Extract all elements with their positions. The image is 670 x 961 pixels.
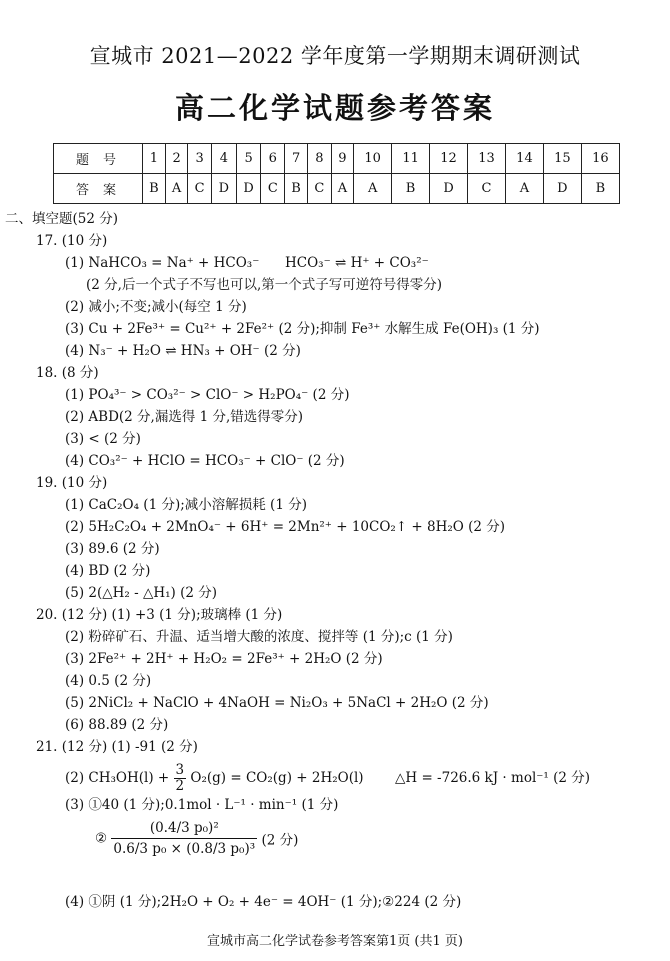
- q21-kp-expression: [95, 818, 298, 859]
- q17-answer-2: (2) 减小;不变;减小(每空 1 分): [65, 299, 247, 315]
- answer-cell: C: [308, 174, 332, 204]
- fraction-denominator: 2: [175, 778, 185, 794]
- answer-cell: D: [543, 174, 581, 204]
- kp-numerator: (0.4/3 p₀)²: [111, 818, 257, 839]
- document-title: 高二化学试题参考答案: [174, 91, 495, 125]
- qnum-cell: 4: [212, 144, 237, 174]
- qnum-cell: 8: [308, 144, 332, 174]
- q21-eq-left: (2) CH₃OH(l) +: [65, 770, 170, 786]
- q21-answer-3: (3) ①40 (1 分);0.1mol · L⁻¹ · min⁻¹ (1 分): [65, 797, 339, 813]
- q17-answer-4: (4) N₃⁻ + H₂O ⇌ HN₃ + OH⁻ (2 分): [65, 343, 301, 359]
- q19-answer-4: (4) BD (2 分): [65, 563, 151, 579]
- answer-key-table: [53, 143, 620, 204]
- q17-answer-1b: HCO₃⁻ ⇌ H⁺ + CO₃²⁻: [285, 255, 429, 271]
- answer-cell: D: [236, 174, 261, 204]
- qnum-cell: 11: [392, 144, 430, 174]
- answer-cell: A: [354, 174, 392, 204]
- q20-answer-6: (6) 88.89 (2 分): [65, 717, 169, 733]
- q19-heading: 19. (10 分): [36, 475, 108, 491]
- answer-cell: A: [165, 174, 187, 204]
- q20-answer-2: (2) 粉碎矿石、升温、适当增大酸的浓度、搅拌等 (1 分);c (1 分): [65, 629, 453, 645]
- q21-eq-right: O₂(g) = CO₂(g) + 2H₂O(l): [190, 770, 364, 786]
- qnum-cell: 15: [543, 144, 581, 174]
- q20-answer-4: (4) 0.5 (2 分): [65, 673, 152, 689]
- section-heading: 二、填空题(52 分): [5, 211, 119, 227]
- qnum-cell: 10: [354, 144, 392, 174]
- q18-answer-4: (4) CO₃²⁻ + HClO = HCO₃⁻ + ClO⁻ (2 分): [65, 453, 345, 469]
- exam-title: 宣城市 2021—2022 学年度第一学期期末调研测试: [89, 44, 581, 68]
- answer-cell: D: [430, 174, 468, 204]
- answer-cell: C: [261, 174, 285, 204]
- answer-cell: B: [392, 174, 430, 204]
- answer-cell: C: [188, 174, 212, 204]
- qnum-cell: 3: [188, 144, 212, 174]
- q18-answer-3: (3) < (2 分): [65, 431, 141, 447]
- answer-cell: A: [505, 174, 543, 204]
- q21-answer-4: (4) ①阴 (1 分);2H₂O + O₂ + 4e⁻ = 4OH⁻ (1 分);②224 (2 分): [65, 894, 462, 910]
- q18-answer-2: (2) ABD(2 分,漏选得 1 分,错选得零分): [65, 409, 304, 425]
- q21-heading: 21. (12 分) (1) -91 (2 分): [36, 739, 198, 755]
- qnum-cell: 1: [143, 144, 166, 174]
- q21-answer-2: [65, 760, 364, 796]
- answer-cell: B: [285, 174, 308, 204]
- row-label-answer: 答案: [54, 174, 143, 204]
- q20-answer-5: (5) 2NiCl₂ + NaClO + 4NaOH = Ni₂O₃ + 5NaCl + 2H₂O (2 分): [65, 695, 489, 711]
- kp-score: (2 分): [261, 832, 299, 849]
- row-label-number: 题号: [54, 144, 143, 174]
- q17-answer-3: (3) Cu + 2Fe³⁺ = Cu²⁺ + 2Fe²⁺ (2 分);抑制 Fe³⁺ 水解生成 Fe(OH)₃ (1 分): [65, 321, 540, 337]
- answer-cell: A: [331, 174, 353, 204]
- q18-heading: 18. (8 分): [36, 365, 99, 381]
- question-number-row: [54, 144, 620, 174]
- q17-answer-1c: (2 分,后一个式子不写也可以,第一个式子写可逆符号得零分): [86, 277, 442, 293]
- kp-fraction: [111, 818, 257, 859]
- qnum-cell: 6: [261, 144, 285, 174]
- qnum-cell: 7: [285, 144, 308, 174]
- qnum-cell: 9: [331, 144, 353, 174]
- q19-answer-2: (2) 5H₂C₂O₄ + 2MnO₄⁻ + 6H⁺ = 2Mn²⁺ + 10CO₂↑ + 8H₂O (2 分): [65, 519, 506, 535]
- fraction-three-halves: [174, 763, 187, 794]
- answer-row: [54, 174, 620, 204]
- answer-cell: C: [468, 174, 506, 204]
- qnum-cell: 14: [505, 144, 543, 174]
- kp-denominator: 0.6/3 p₀ × (0.8/3 p₀)³: [113, 841, 256, 857]
- qnum-cell: 5: [236, 144, 261, 174]
- q19-answer-5: (5) 2(△H₂ - △H₁) (2 分): [65, 585, 218, 601]
- q20-heading: 20. (12 分) (1) +3 (1 分);玻璃棒 (1 分): [36, 607, 283, 623]
- fraction-numerator: 3: [175, 762, 185, 778]
- q18-answer-1: (1) PO₄³⁻ > CO₃²⁻ > ClO⁻ > H₂PO₄⁻ (2 分): [65, 387, 350, 403]
- q17-answer-1a: (1) NaHCO₃ = Na⁺ + HCO₃⁻: [65, 255, 260, 271]
- q19-answer-1: (1) CaC₂O₄ (1 分);减小溶解损耗 (1 分): [65, 497, 307, 513]
- qnum-cell: 2: [165, 144, 187, 174]
- q19-answer-3: (3) 89.6 (2 分): [65, 541, 160, 557]
- qnum-cell: 13: [468, 144, 506, 174]
- answer-cell: B: [581, 174, 619, 204]
- qnum-cell: 12: [430, 144, 468, 174]
- qnum-cell: 16: [581, 144, 619, 174]
- answer-cell: B: [143, 174, 166, 204]
- q17-heading: 17. (10 分): [36, 233, 108, 249]
- page-footer: 宣城市高二化学试卷参考答案第1页 (共1 页): [207, 934, 463, 949]
- q21-enthalpy: △H = -726.6 kJ · mol⁻¹ (2 分): [395, 770, 591, 786]
- answer-cell: D: [212, 174, 237, 204]
- q20-answer-3: (3) 2Fe²⁺ + 2H⁺ + H₂O₂ = 2Fe³⁺ + 2H₂O (2 分): [65, 651, 383, 667]
- q21-circle-two: ②: [95, 830, 108, 847]
